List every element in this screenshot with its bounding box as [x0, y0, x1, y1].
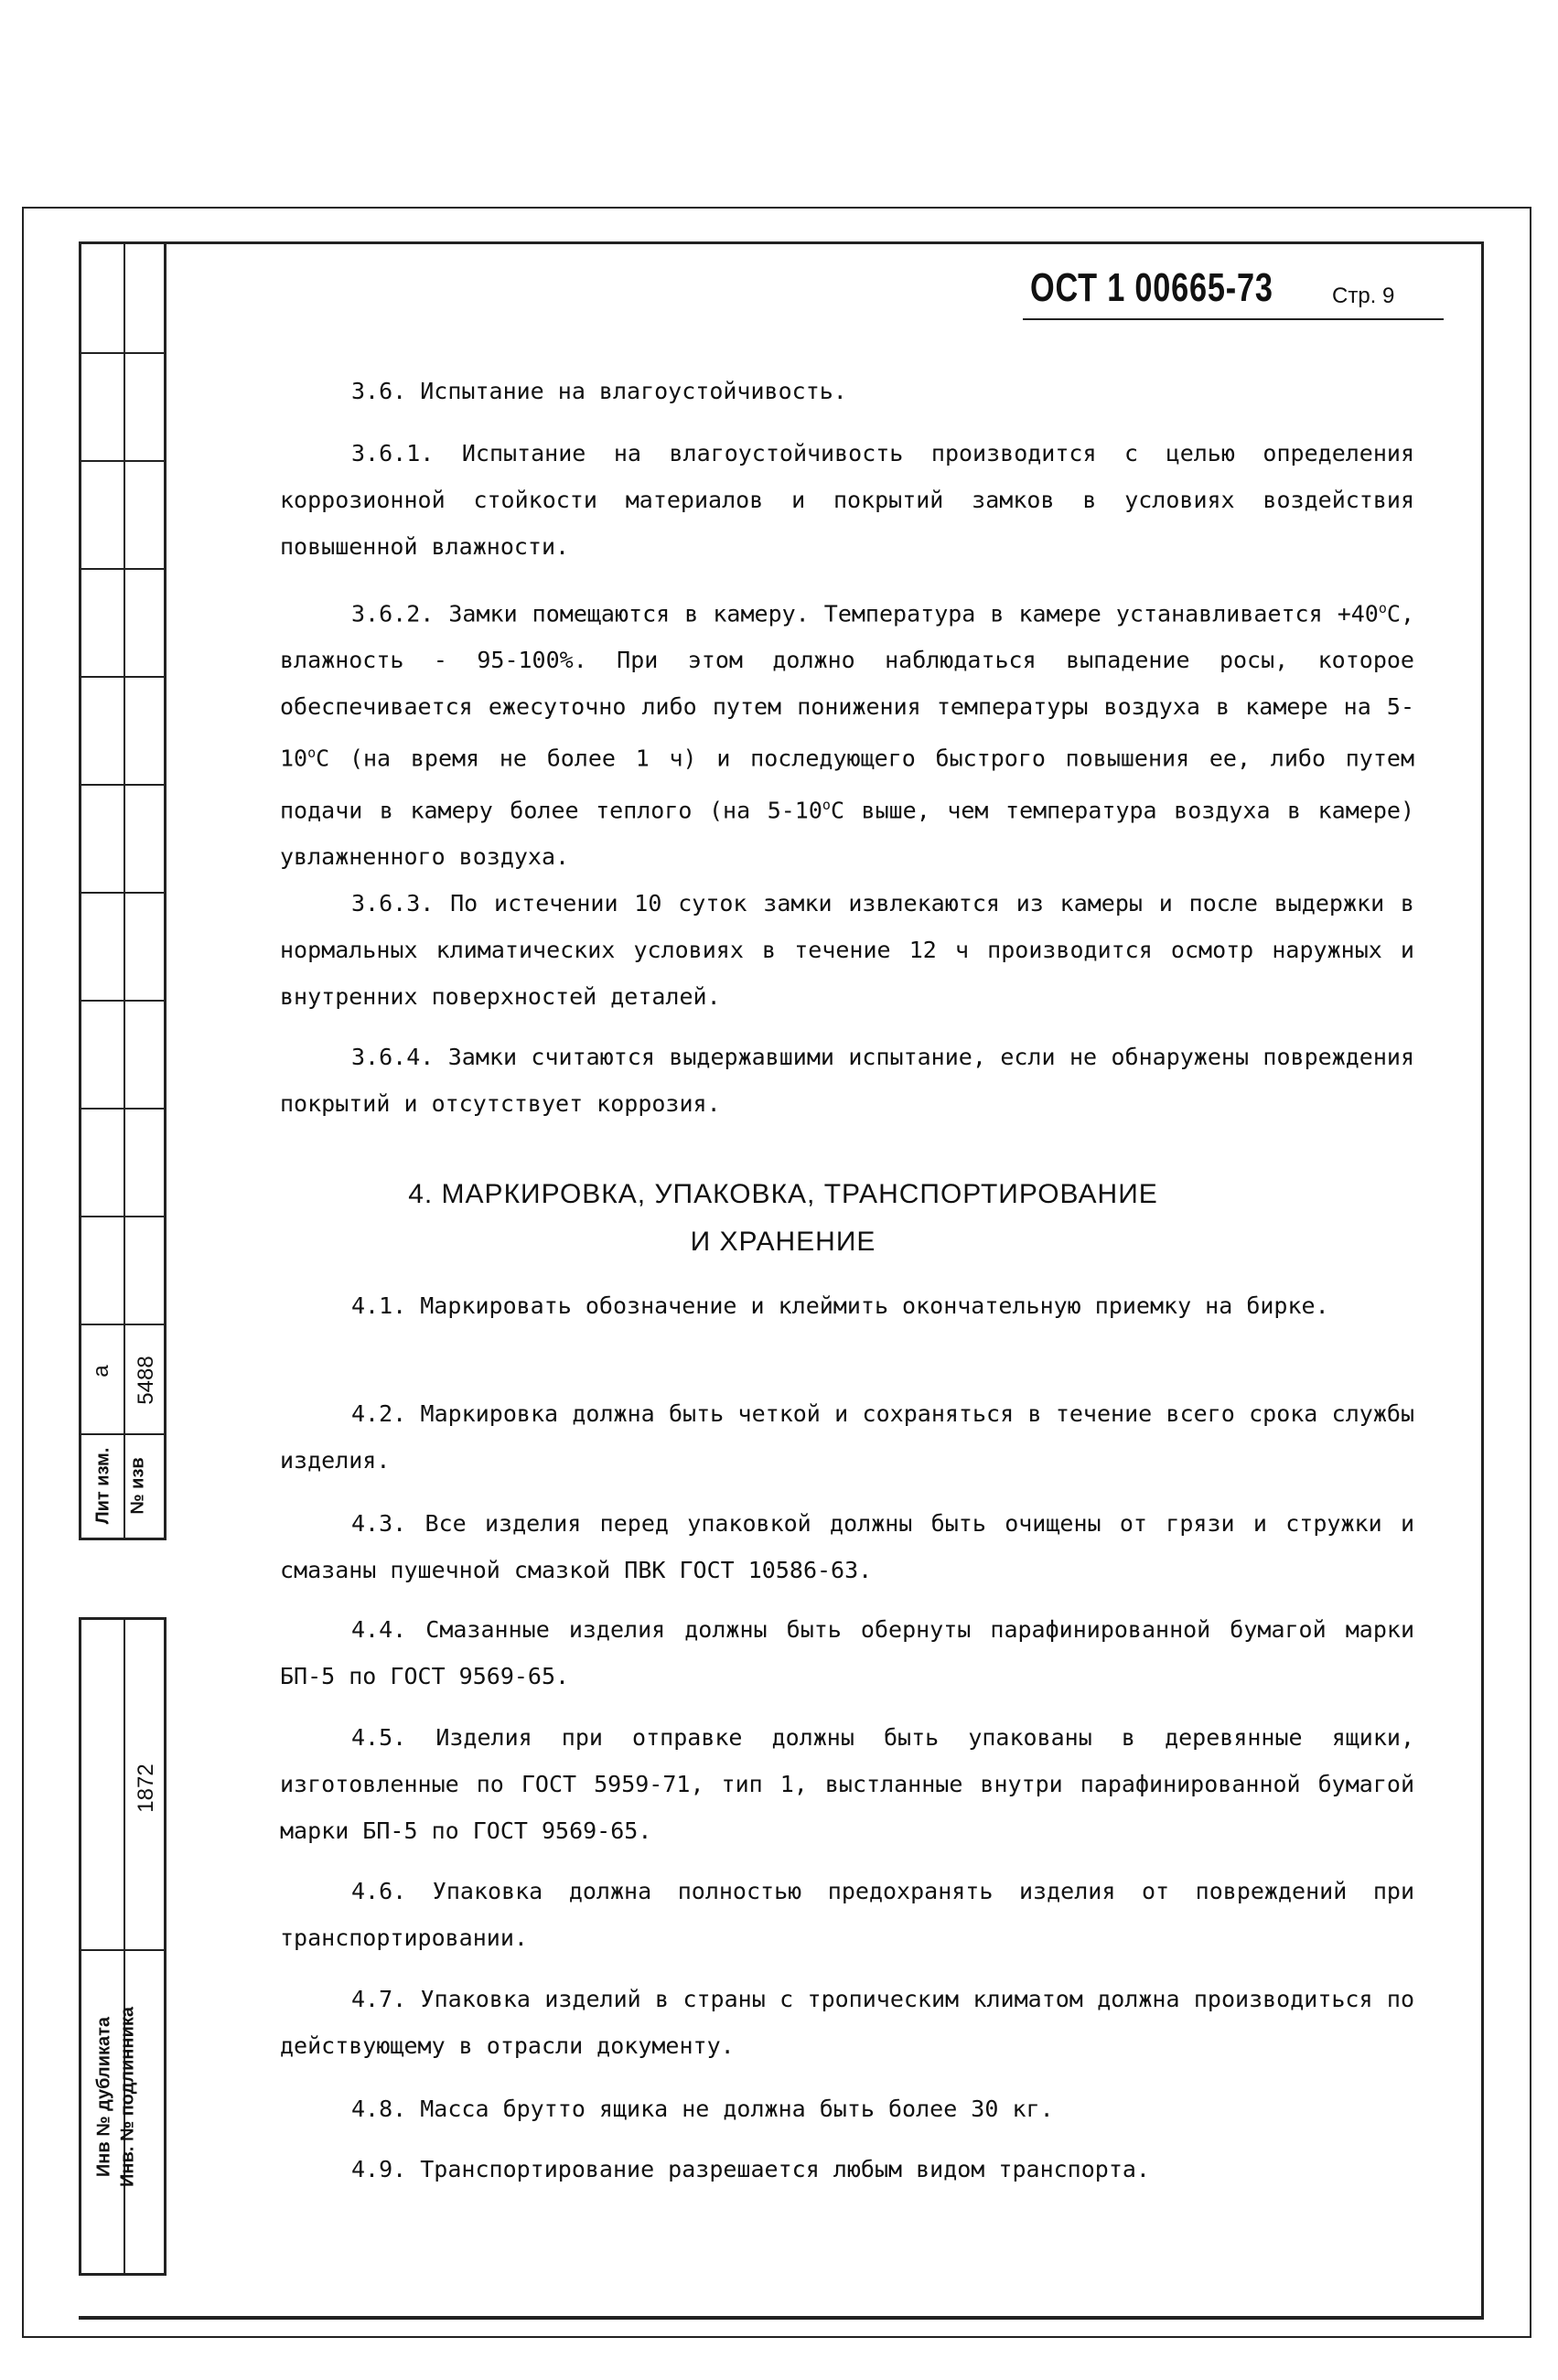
paragraph-4-6: 4.6. Упаковка должна полностью предохранять изделия от повреждений при транспортировании.	[280, 1878, 1414, 1951]
paragraph-3-6-4: 3.6.4. Замки считаются выдержавшими испытание, если не обнаружены повреждения покрытий и отсутствует коррозия.	[280, 1044, 1414, 1117]
paragraph-4-7: 4.7. Упаковка изделий в страны с тропическим климатом должна производиться по действующему в отрасли документу.	[280, 1986, 1414, 2059]
paragraph-3-6-1: 3.6.1. Испытание на влагоустойчивость производится с целью определения коррозионной стойкости материалов и покрытий замков в условиях воздействия повышенной влажности.	[280, 440, 1414, 560]
inv-podlinnika-value: 1872	[134, 1764, 158, 1813]
paragraph-4-5: 4.5. Изделия при отправке должны быть упакованы в деревянные ящики, изготовленные по ГОСТ 5959-71, тип 1, выстланные внутри парафинированной бумагой марки БП-5 по ГОСТ 9569-65.	[280, 1724, 1414, 1844]
left-stamp-stub-bottom	[79, 1617, 167, 2276]
paragraph-3-6-2: 3.6.2. Замки помещаются в камеру. Температура в камере устанавливается $+40^оС$, влажность - 95-100%. При этом должно наблюдаться выпадение росы, которое обеспечивается ежесуточно либо путем понижения температуры воздуха в камере на $5-10^оС$ (на время не более 1 ч) и последующего быстрого повышения ее, либо путем подачи в камеру более теплого (на $5-10^оС$ выше, чем температура воздуха в камере) увлажненного воздуха.	[280, 600, 1414, 870]
paragraph-4-1: 4.1. Маркировать обозначение и клеймить окончательную приемку на бирке.	[351, 1292, 1329, 1319]
lit-izm-label: Лит изм.	[92, 1447, 113, 1525]
page-number: Стр. 9	[1332, 284, 1395, 308]
inv-dublikata-label: Инв № дубликата	[93, 2016, 114, 2178]
document-code: ОСТ 1 00665-73	[1030, 265, 1273, 310]
section-4-title-line-2: И ХРАНЕНИЕ	[690, 1227, 876, 1257]
page-header	[1023, 265, 1444, 320]
paragraph-3-6-3: 3.6.3. По истечении 10 суток замки извлекаются из камеры и после выдержки в нормальных климатических условиях в течение 12 ч производится осмотр наружных и внутренних поверхностей деталей.	[280, 890, 1414, 1010]
section-4-title-line-1: 4. МАРКИРОВКА, УПАКОВКА, ТРАНСПОРТИРОВАНИЕ	[408, 1179, 1158, 1209]
paragraph-4-3: 4.3. Все изделия перед упаковкой должны быть очищены от грязи и стружки и смазаны пушечной смазкой ПВК ГОСТ 10586-63.	[280, 1510, 1414, 1583]
inv-podlinnika-label: Инв. № подлинника	[117, 2006, 138, 2188]
paragraph-4-9: 4.9. Транспортирование разрешается любым видом транспорта.	[351, 2156, 1150, 2182]
paragraph-4-8: 4.8. Масса брутто ящика не должна быть более 30 кг.	[351, 2096, 1054, 2122]
paragraph-4-4: 4.4. Смазанные изделия должны быть обернуты парафинированной бумагой марки БП-5 по ГОСТ 9569-65.	[280, 1616, 1414, 1689]
paragraph-3-6-title: 3.6. Испытание на влагоустойчивость.	[351, 378, 847, 404]
no-izv-label: № изв	[127, 1457, 148, 1515]
left-stamp-stub-top	[79, 241, 167, 1540]
lit-izm-value: a	[89, 1365, 113, 1378]
paragraph-4-2: 4.2. Маркировка должна быть четкой и сохраняться в течение всего срока службы изделия.	[280, 1400, 1414, 1474]
no-izv-value: 5488	[134, 1356, 158, 1405]
